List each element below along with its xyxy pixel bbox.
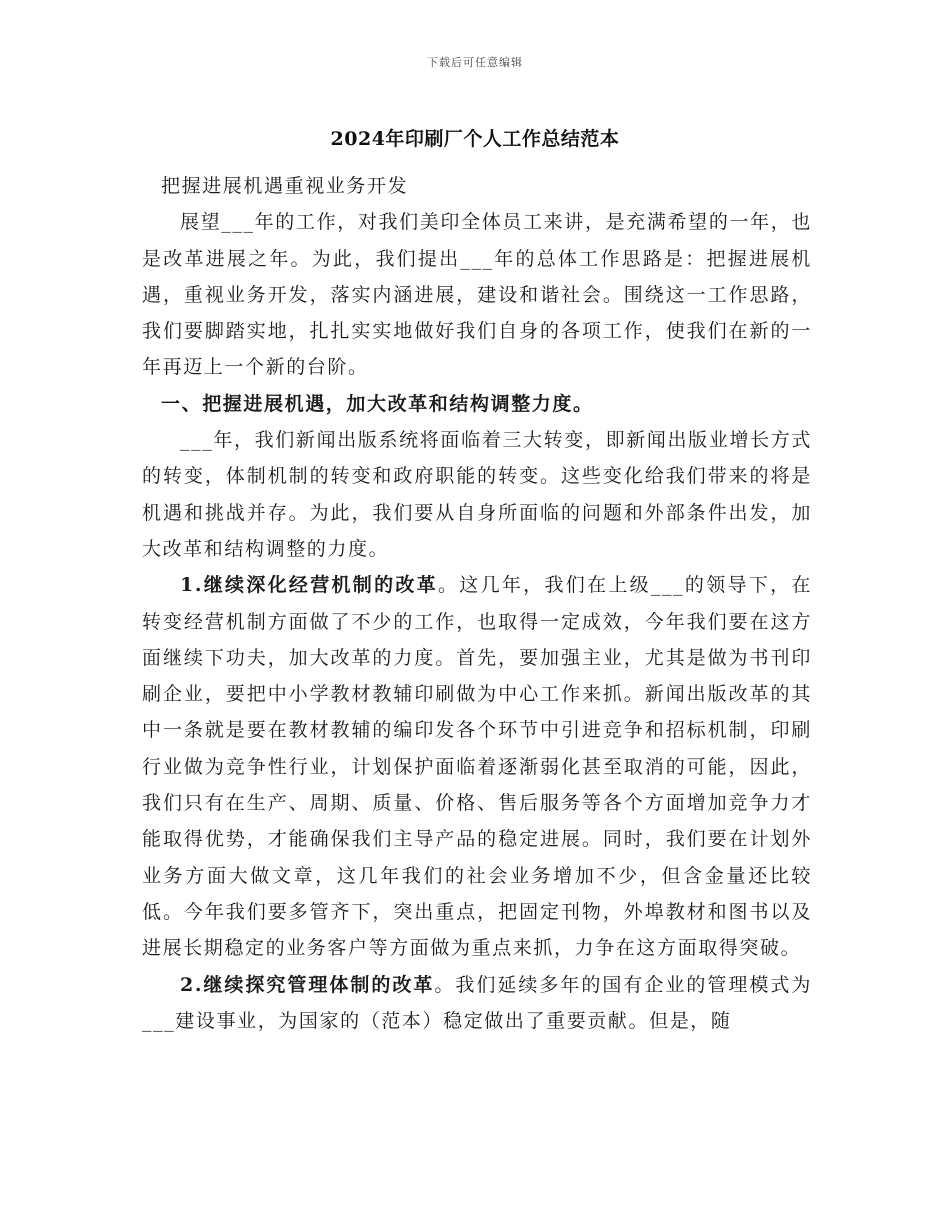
item-one-text: 。这几年，我们在上级___的领导下，在转变经营机制方面做了不少的工作，也取得一定成效，今年我们要在这方面继续下功夫，加大改革的力度。首先，要加强主业，尤其是做为书刊印刷企业，要把中小学教材教辅印刷做为中心工作来抓。新闻出版改革的其中一条就是要在教材教辅的编印发各个环节中引进竞争和招标机制，印刷行业做为竞争性行业，计划保护面临着逐渐弱化甚至取消的可能，因此，我们只有在生产、周期、质量、价格、售后服务等各个方面增加竞争力才能取得优势，才能确保我们主导产品的稳定进展。同时，我们要在计划外业务方面大做文章，这几年我们的社会业务增加不少，但含金量还比较低。今年我们要多管齐下，突出重点，把固定刊物，外埠教材和图书以及进展长期稳定的业务客户等方面做为重点来抓，力争在这方面取得突破。	[142, 574, 813, 960]
document-body	[142, 168, 812, 1039]
section-one-heading: 一、把握进展机遇，加大改革和结构调整力度。	[161, 392, 594, 415]
section-one-paragraph: ___年，我们新闻出版系统将面临着三大转变，即新闻出版业增长方式的转变，体制机制的转变和政府职能的转变。这些变化给我们带来的将是机遇和挑战并存。为此，我们要从自身所面临的问题和外部条件出发，加大改革和结构调整的力度。	[142, 429, 812, 560]
item-one-lead: 1.继续深化经营机制的改革	[180, 574, 438, 597]
document-title: 2024年印刷厂个人工作总结范本	[330, 128, 620, 150]
item-two-paragraph	[142, 967, 812, 1040]
document-subtitle: 把握进展机遇重视业务开发	[161, 175, 409, 197]
item-one-paragraph	[142, 567, 812, 966]
header-note: 下载后可任意编辑	[427, 56, 523, 69]
item-two-lead: 2.继续探究管理体制的改革	[180, 973, 435, 996]
item-two-text: 。我们延续多年的国有企业的管理模式为___建设事业，为国家的（范本）稳定做出了重要贡献。但是，随	[142, 973, 812, 1032]
intro-paragraph: 展望___年的工作，对我们美印全体员工来讲，是充满希望的一年，也是改革进展之年。为此，我们提出___年的总体工作思路是：把握进展机遇，重视业务开发，落实内涵进展，建设和谐社会。围绕这一工作思路，我们要脚踏实地，扎扎实实地做好我们自身的各项工作，使我们在新的一年再迈上一个新的台阶。	[142, 211, 812, 379]
